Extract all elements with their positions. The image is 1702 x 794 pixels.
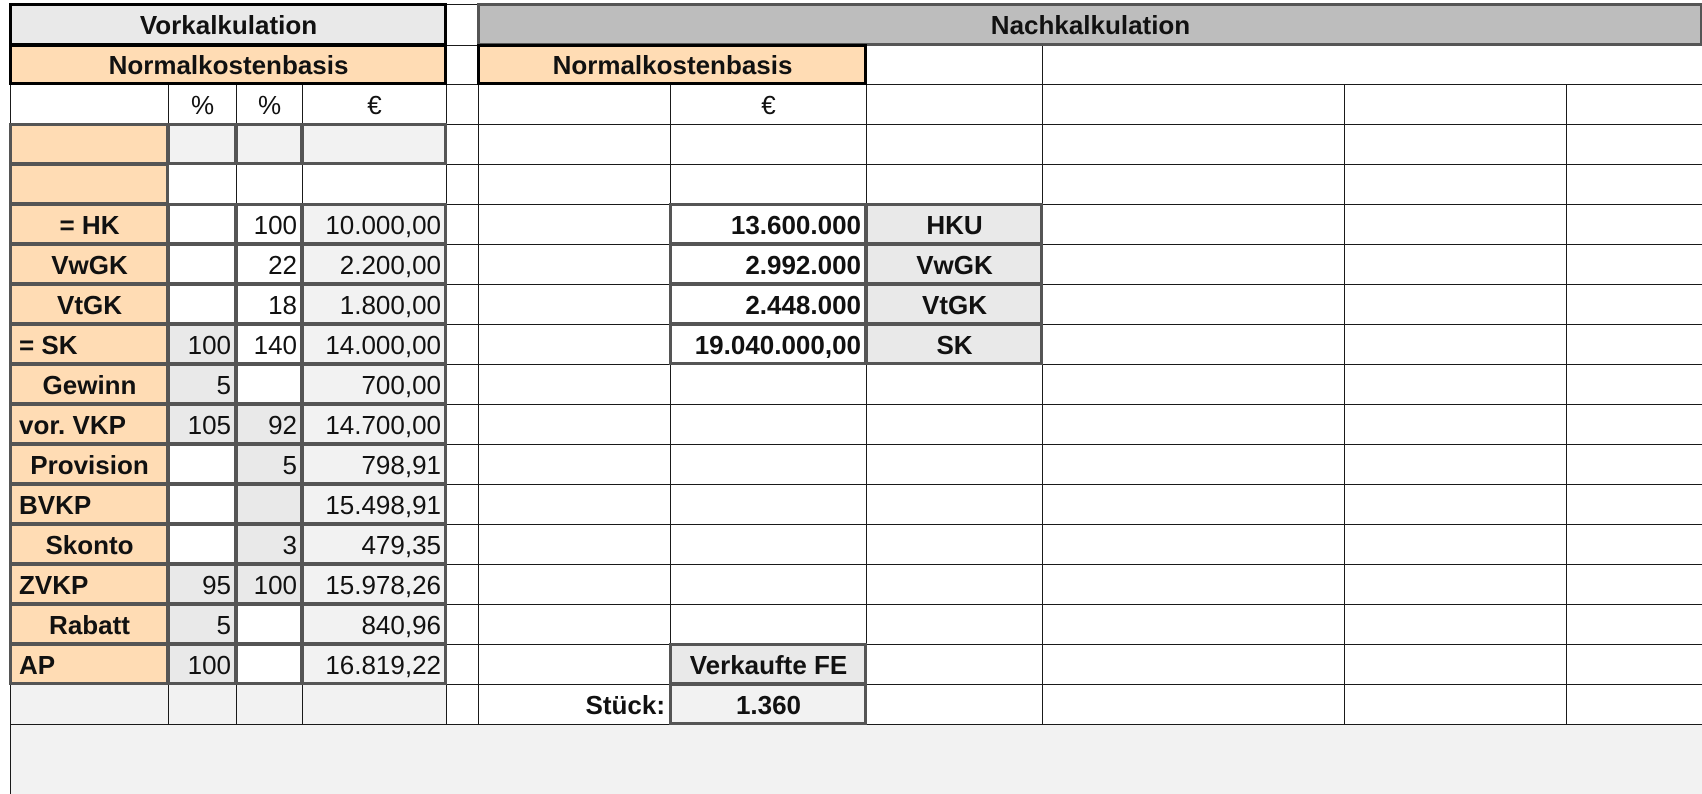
cell[interactable] bbox=[1042, 484, 1344, 524]
vk-row-label[interactable]: VtGK bbox=[10, 284, 168, 324]
cell[interactable] bbox=[168, 684, 236, 724]
cell[interactable] bbox=[1042, 244, 1344, 284]
cell[interactable] bbox=[446, 404, 478, 444]
cell[interactable] bbox=[866, 124, 1042, 164]
vk-row-label[interactable]: VwGK bbox=[10, 244, 168, 284]
label-cell-empty[interactable] bbox=[10, 164, 168, 204]
cell[interactable] bbox=[446, 484, 478, 524]
cell[interactable] bbox=[1344, 324, 1566, 364]
cell[interactable] bbox=[10, 684, 168, 724]
cell[interactable] bbox=[866, 484, 1042, 524]
cell[interactable] bbox=[1344, 684, 1566, 724]
cell[interactable] bbox=[446, 564, 478, 604]
vk-euro-amount[interactable]: 798,91 bbox=[302, 444, 446, 484]
col-header-euro[interactable]: € bbox=[302, 84, 446, 124]
cell[interactable] bbox=[1344, 124, 1566, 164]
cell[interactable] bbox=[1344, 84, 1566, 124]
cell[interactable] bbox=[866, 45, 1042, 84]
vk-percent-2[interactable] bbox=[236, 644, 302, 684]
cell[interactable] bbox=[670, 404, 866, 444]
cell[interactable] bbox=[446, 45, 478, 84]
cell[interactable] bbox=[446, 604, 478, 644]
vk-percent-2[interactable]: 140 bbox=[236, 324, 302, 364]
cell[interactable] bbox=[446, 164, 478, 204]
cell[interactable] bbox=[478, 484, 670, 524]
cell[interactable] bbox=[1566, 444, 1702, 484]
cell[interactable] bbox=[478, 124, 670, 164]
cell[interactable] bbox=[236, 684, 302, 724]
vk-euro-amount[interactable]: 14.700,00 bbox=[302, 404, 446, 444]
cell[interactable] bbox=[446, 644, 478, 684]
vk-euro-amount[interactable]: 10.000,00 bbox=[302, 204, 446, 244]
nk-value[interactable]: 2.992.000 bbox=[670, 244, 866, 284]
cell[interactable] bbox=[1344, 564, 1566, 604]
cell[interactable] bbox=[1042, 444, 1344, 484]
pieces-label[interactable]: Stück: bbox=[478, 684, 670, 724]
vk-row-label[interactable]: ZVKP bbox=[10, 564, 168, 604]
cell[interactable] bbox=[1566, 244, 1702, 284]
vk-percent-2[interactable] bbox=[236, 484, 302, 524]
cell[interactable] bbox=[446, 84, 478, 124]
vk-euro-amount[interactable]: 479,35 bbox=[302, 524, 446, 564]
vk-percent-2[interactable]: 18 bbox=[236, 284, 302, 324]
vk-euro-amount[interactable]: 14.000,00 bbox=[302, 324, 446, 364]
vk-percent-1[interactable]: 100 bbox=[168, 644, 236, 684]
cell[interactable] bbox=[670, 484, 866, 524]
cell[interactable] bbox=[1042, 204, 1344, 244]
vk-euro-amount[interactable]: 16.819,22 bbox=[302, 644, 446, 684]
cell[interactable] bbox=[1344, 644, 1566, 684]
vk-percent-1[interactable]: 5 bbox=[168, 364, 236, 404]
vk-percent-1[interactable] bbox=[168, 284, 236, 324]
vk-euro-amount[interactable]: 840,96 bbox=[302, 604, 446, 644]
pieces-value[interactable]: 1.360 bbox=[670, 684, 866, 724]
vk-percent-1[interactable]: 5 bbox=[168, 604, 236, 644]
cell[interactable] bbox=[478, 364, 670, 404]
cell[interactable] bbox=[236, 164, 302, 204]
cell[interactable] bbox=[866, 564, 1042, 604]
vk-row-label[interactable]: Skonto bbox=[10, 524, 168, 564]
col-header-percent-2[interactable]: % bbox=[236, 84, 302, 124]
cell[interactable] bbox=[1566, 84, 1702, 124]
cell[interactable] bbox=[10, 84, 168, 124]
cell[interactable] bbox=[1566, 604, 1702, 644]
vk-percent-2[interactable]: 5 bbox=[236, 444, 302, 484]
cell[interactable] bbox=[1566, 324, 1702, 364]
cell[interactable] bbox=[1566, 524, 1702, 564]
nk-label[interactable]: VwGK bbox=[866, 244, 1042, 284]
cell[interactable] bbox=[446, 4, 478, 45]
cell[interactable] bbox=[478, 204, 670, 244]
cell[interactable] bbox=[478, 524, 670, 564]
vk-row-label[interactable]: vor. VKP bbox=[10, 404, 168, 444]
cell[interactable] bbox=[1042, 84, 1344, 124]
cell[interactable] bbox=[1344, 204, 1566, 244]
cell[interactable] bbox=[670, 164, 866, 204]
vk-percent-1[interactable]: 95 bbox=[168, 564, 236, 604]
cell[interactable] bbox=[670, 524, 866, 564]
cell[interactable] bbox=[1566, 404, 1702, 444]
vk-percent-2[interactable]: 92 bbox=[236, 404, 302, 444]
cell[interactable] bbox=[478, 404, 670, 444]
cell[interactable] bbox=[670, 124, 866, 164]
cell[interactable] bbox=[1042, 524, 1344, 564]
nachkalkulation-title[interactable]: Nachkalkulation bbox=[478, 4, 1702, 45]
cell[interactable] bbox=[866, 684, 1042, 724]
cell[interactable] bbox=[168, 124, 236, 164]
cell[interactable] bbox=[478, 444, 670, 484]
cell[interactable] bbox=[1042, 45, 1702, 84]
cell[interactable] bbox=[236, 124, 302, 164]
cell[interactable] bbox=[866, 164, 1042, 204]
cell[interactable] bbox=[866, 364, 1042, 404]
label-cell-empty[interactable] bbox=[10, 124, 168, 164]
cell[interactable] bbox=[478, 244, 670, 284]
vk-percent-1[interactable] bbox=[168, 484, 236, 524]
cell[interactable] bbox=[1566, 364, 1702, 404]
cell[interactable] bbox=[302, 164, 446, 204]
vk-percent-1[interactable] bbox=[168, 444, 236, 484]
cell[interactable] bbox=[1042, 164, 1344, 204]
nach-col-header-euro[interactable]: € bbox=[670, 84, 866, 124]
cell[interactable] bbox=[1344, 524, 1566, 564]
cell[interactable] bbox=[446, 364, 478, 404]
cell[interactable] bbox=[1344, 444, 1566, 484]
cell[interactable] bbox=[1344, 284, 1566, 324]
cell[interactable] bbox=[866, 604, 1042, 644]
vk-percent-1[interactable]: 100 bbox=[168, 324, 236, 364]
nk-value[interactable]: 19.040.000,00 bbox=[670, 324, 866, 364]
vk-row-label[interactable]: Provision bbox=[10, 444, 168, 484]
cell[interactable] bbox=[1566, 204, 1702, 244]
nk-value[interactable]: 2.448.000 bbox=[670, 284, 866, 324]
vk-euro-amount[interactable]: 700,00 bbox=[302, 364, 446, 404]
nachkalkulation-subtitle[interactable]: Normalkostenbasis bbox=[478, 45, 866, 84]
vk-euro-amount[interactable]: 2.200,00 bbox=[302, 244, 446, 284]
cell[interactable] bbox=[478, 164, 670, 204]
cell[interactable] bbox=[1042, 364, 1344, 404]
vk-row-label[interactable]: Rabatt bbox=[10, 604, 168, 644]
cell[interactable] bbox=[478, 564, 670, 604]
cell[interactable] bbox=[866, 404, 1042, 444]
cell[interactable] bbox=[478, 604, 670, 644]
cell[interactable] bbox=[446, 524, 478, 564]
vk-percent-2[interactable]: 100 bbox=[236, 564, 302, 604]
cell[interactable] bbox=[302, 124, 446, 164]
vk-row-label[interactable]: = HK bbox=[10, 204, 168, 244]
cell[interactable] bbox=[1344, 164, 1566, 204]
vk-row-label[interactable]: = SK bbox=[10, 324, 168, 364]
cell[interactable] bbox=[1042, 604, 1344, 644]
vk-percent-2[interactable] bbox=[236, 604, 302, 644]
sold-units-label[interactable]: Verkaufte FE bbox=[670, 644, 866, 684]
vk-euro-amount[interactable]: 15.978,26 bbox=[302, 564, 446, 604]
cell[interactable] bbox=[478, 324, 670, 364]
cell[interactable] bbox=[1042, 644, 1344, 684]
cell[interactable] bbox=[302, 684, 446, 724]
cell[interactable] bbox=[1042, 684, 1344, 724]
cell[interactable] bbox=[446, 684, 478, 724]
cell[interactable] bbox=[1566, 644, 1702, 684]
cell[interactable] bbox=[1344, 604, 1566, 644]
cell[interactable] bbox=[1344, 404, 1566, 444]
cell[interactable] bbox=[478, 284, 670, 324]
vorkalkulation-subtitle[interactable]: Normalkostenbasis bbox=[10, 45, 446, 84]
cell[interactable] bbox=[1566, 284, 1702, 324]
nk-label[interactable]: VtGK bbox=[866, 284, 1042, 324]
cell[interactable] bbox=[478, 644, 670, 684]
cell[interactable] bbox=[1042, 124, 1344, 164]
col-header-percent-1[interactable]: % bbox=[168, 84, 236, 124]
vk-percent-1[interactable]: 105 bbox=[168, 404, 236, 444]
vk-percent-1[interactable] bbox=[168, 244, 236, 284]
cell[interactable] bbox=[1042, 404, 1344, 444]
cell[interactable] bbox=[1566, 124, 1702, 164]
cell[interactable] bbox=[478, 84, 670, 124]
cell[interactable] bbox=[670, 604, 866, 644]
cell[interactable] bbox=[168, 164, 236, 204]
cell[interactable] bbox=[1566, 484, 1702, 524]
cell[interactable] bbox=[446, 124, 478, 164]
vk-row-label[interactable]: BVKP bbox=[10, 484, 168, 524]
cell[interactable] bbox=[866, 524, 1042, 564]
cell[interactable] bbox=[866, 644, 1042, 684]
cell[interactable] bbox=[1344, 244, 1566, 284]
vk-percent-2[interactable] bbox=[236, 364, 302, 404]
vk-percent-2[interactable]: 3 bbox=[236, 524, 302, 564]
cell[interactable] bbox=[1566, 684, 1702, 724]
cell[interactable] bbox=[866, 444, 1042, 484]
cell[interactable] bbox=[670, 564, 866, 604]
vk-percent-1[interactable] bbox=[168, 204, 236, 244]
cell[interactable] bbox=[1042, 564, 1344, 604]
cell[interactable] bbox=[446, 244, 478, 284]
vk-percent-2[interactable]: 22 bbox=[236, 244, 302, 284]
cell[interactable] bbox=[670, 444, 866, 484]
vk-row-label[interactable]: Gewinn bbox=[10, 364, 168, 404]
vk-percent-1[interactable] bbox=[168, 524, 236, 564]
cell[interactable] bbox=[1042, 284, 1344, 324]
vk-percent-2[interactable]: 100 bbox=[236, 204, 302, 244]
vk-row-label[interactable]: AP bbox=[10, 644, 168, 684]
cell[interactable] bbox=[446, 284, 478, 324]
vk-euro-amount[interactable]: 15.498,91 bbox=[302, 484, 446, 524]
nk-label[interactable]: HKU bbox=[866, 204, 1042, 244]
cell[interactable] bbox=[446, 204, 478, 244]
cell[interactable] bbox=[1566, 164, 1702, 204]
vk-euro-amount[interactable]: 1.800,00 bbox=[302, 284, 446, 324]
nk-label[interactable]: SK bbox=[866, 324, 1042, 364]
cell[interactable] bbox=[1566, 564, 1702, 604]
nk-value[interactable]: 13.600.000 bbox=[670, 204, 866, 244]
cell[interactable] bbox=[1042, 324, 1344, 364]
cell[interactable] bbox=[1344, 364, 1566, 404]
cell[interactable] bbox=[670, 364, 866, 404]
cell[interactable] bbox=[446, 324, 478, 364]
cell[interactable] bbox=[446, 444, 478, 484]
vorkalkulation-title[interactable]: Vorkalkulation bbox=[10, 4, 446, 45]
cell[interactable] bbox=[10, 724, 1702, 794]
cell[interactable] bbox=[866, 84, 1042, 124]
cell[interactable] bbox=[1344, 484, 1566, 524]
